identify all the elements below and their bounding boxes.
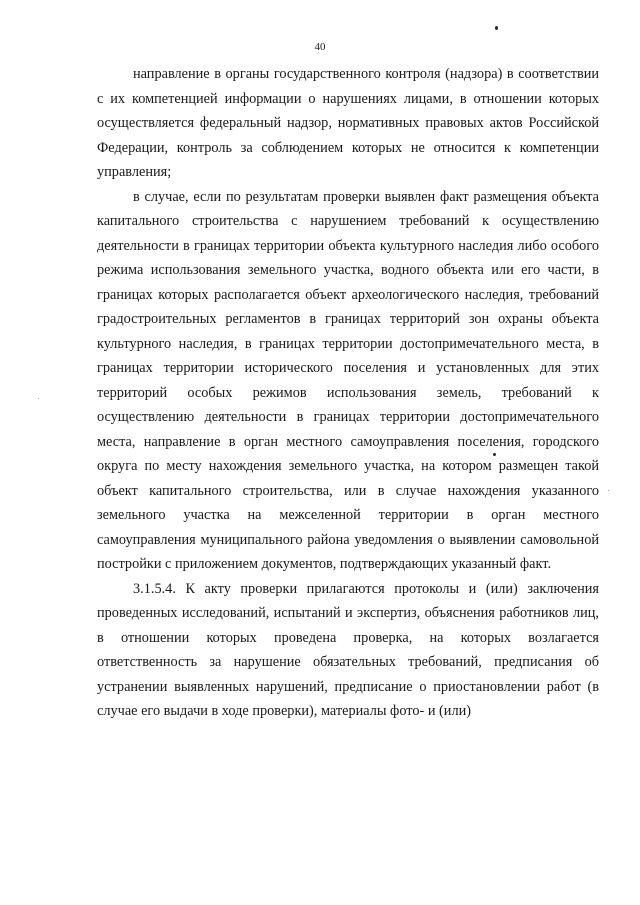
paragraph-notification-to-control-bodies: направление в органы государственного контроля (надзора) в соответствии с их компетенцией информации о нарушениях лицами, в отношении которых осуществляется федеральный надзор, нормативных правовых актов Российской Федерации, контроль за соблюдением которых не относится к компетенции управления;: [97, 66, 599, 180]
scan-speck: [608, 490, 609, 491]
scan-speck: [495, 26, 498, 30]
paragraph-unauthorized-construction: в случае, если по результатам проверки выявлен факт размещения объекта капитального строительства с нарушением требований к осуществлению деятельности в границах территории объекта культурного наследия либо особого режима использования земельного участка, водного объекта или его части, в границах которых располагается объект археологического наследия, требований градостроительных регламентов в границах территорий зон охраны объекта культурного наследия, в границах территории достопримечательного места, в границах территории исторического поселения и установленных для этих территорий особых режимов использования земель, требований к осуществлению деятельности в границах территории достопримечательного места, направление в орган местного самоуправления поселения, городского округа по месту нахождения земельного участка, на котором размещен такой объект капитального строительства, или в случае нахождения указанного земельного участка на межселенной территории в орган местного самоуправления муниципального района уведомления о выявлении самовольной постройки с приложением документов, подтверждающих указанный факт.: [97, 188, 599, 572]
document-body: [97, 62, 599, 724]
paragraph-3-1-5-4-attachments: 3.1.5.4. К акту проверки прилагаются протоколы и (или) заключения проведенных исследований, испытаний и экспертиз, объяснения работников лиц, в отношении которых проведена проверка, на которых возлагается ответственность за нарушение обязательных требований, предписания об устранении выявленных нарушений, предписание о приостановлении работ (в случае его выдачи в ходе проверки), материалы фото- и (или): [97, 580, 599, 719]
scan-speck: [38, 398, 39, 399]
page-number: 40: [314, 41, 326, 53]
